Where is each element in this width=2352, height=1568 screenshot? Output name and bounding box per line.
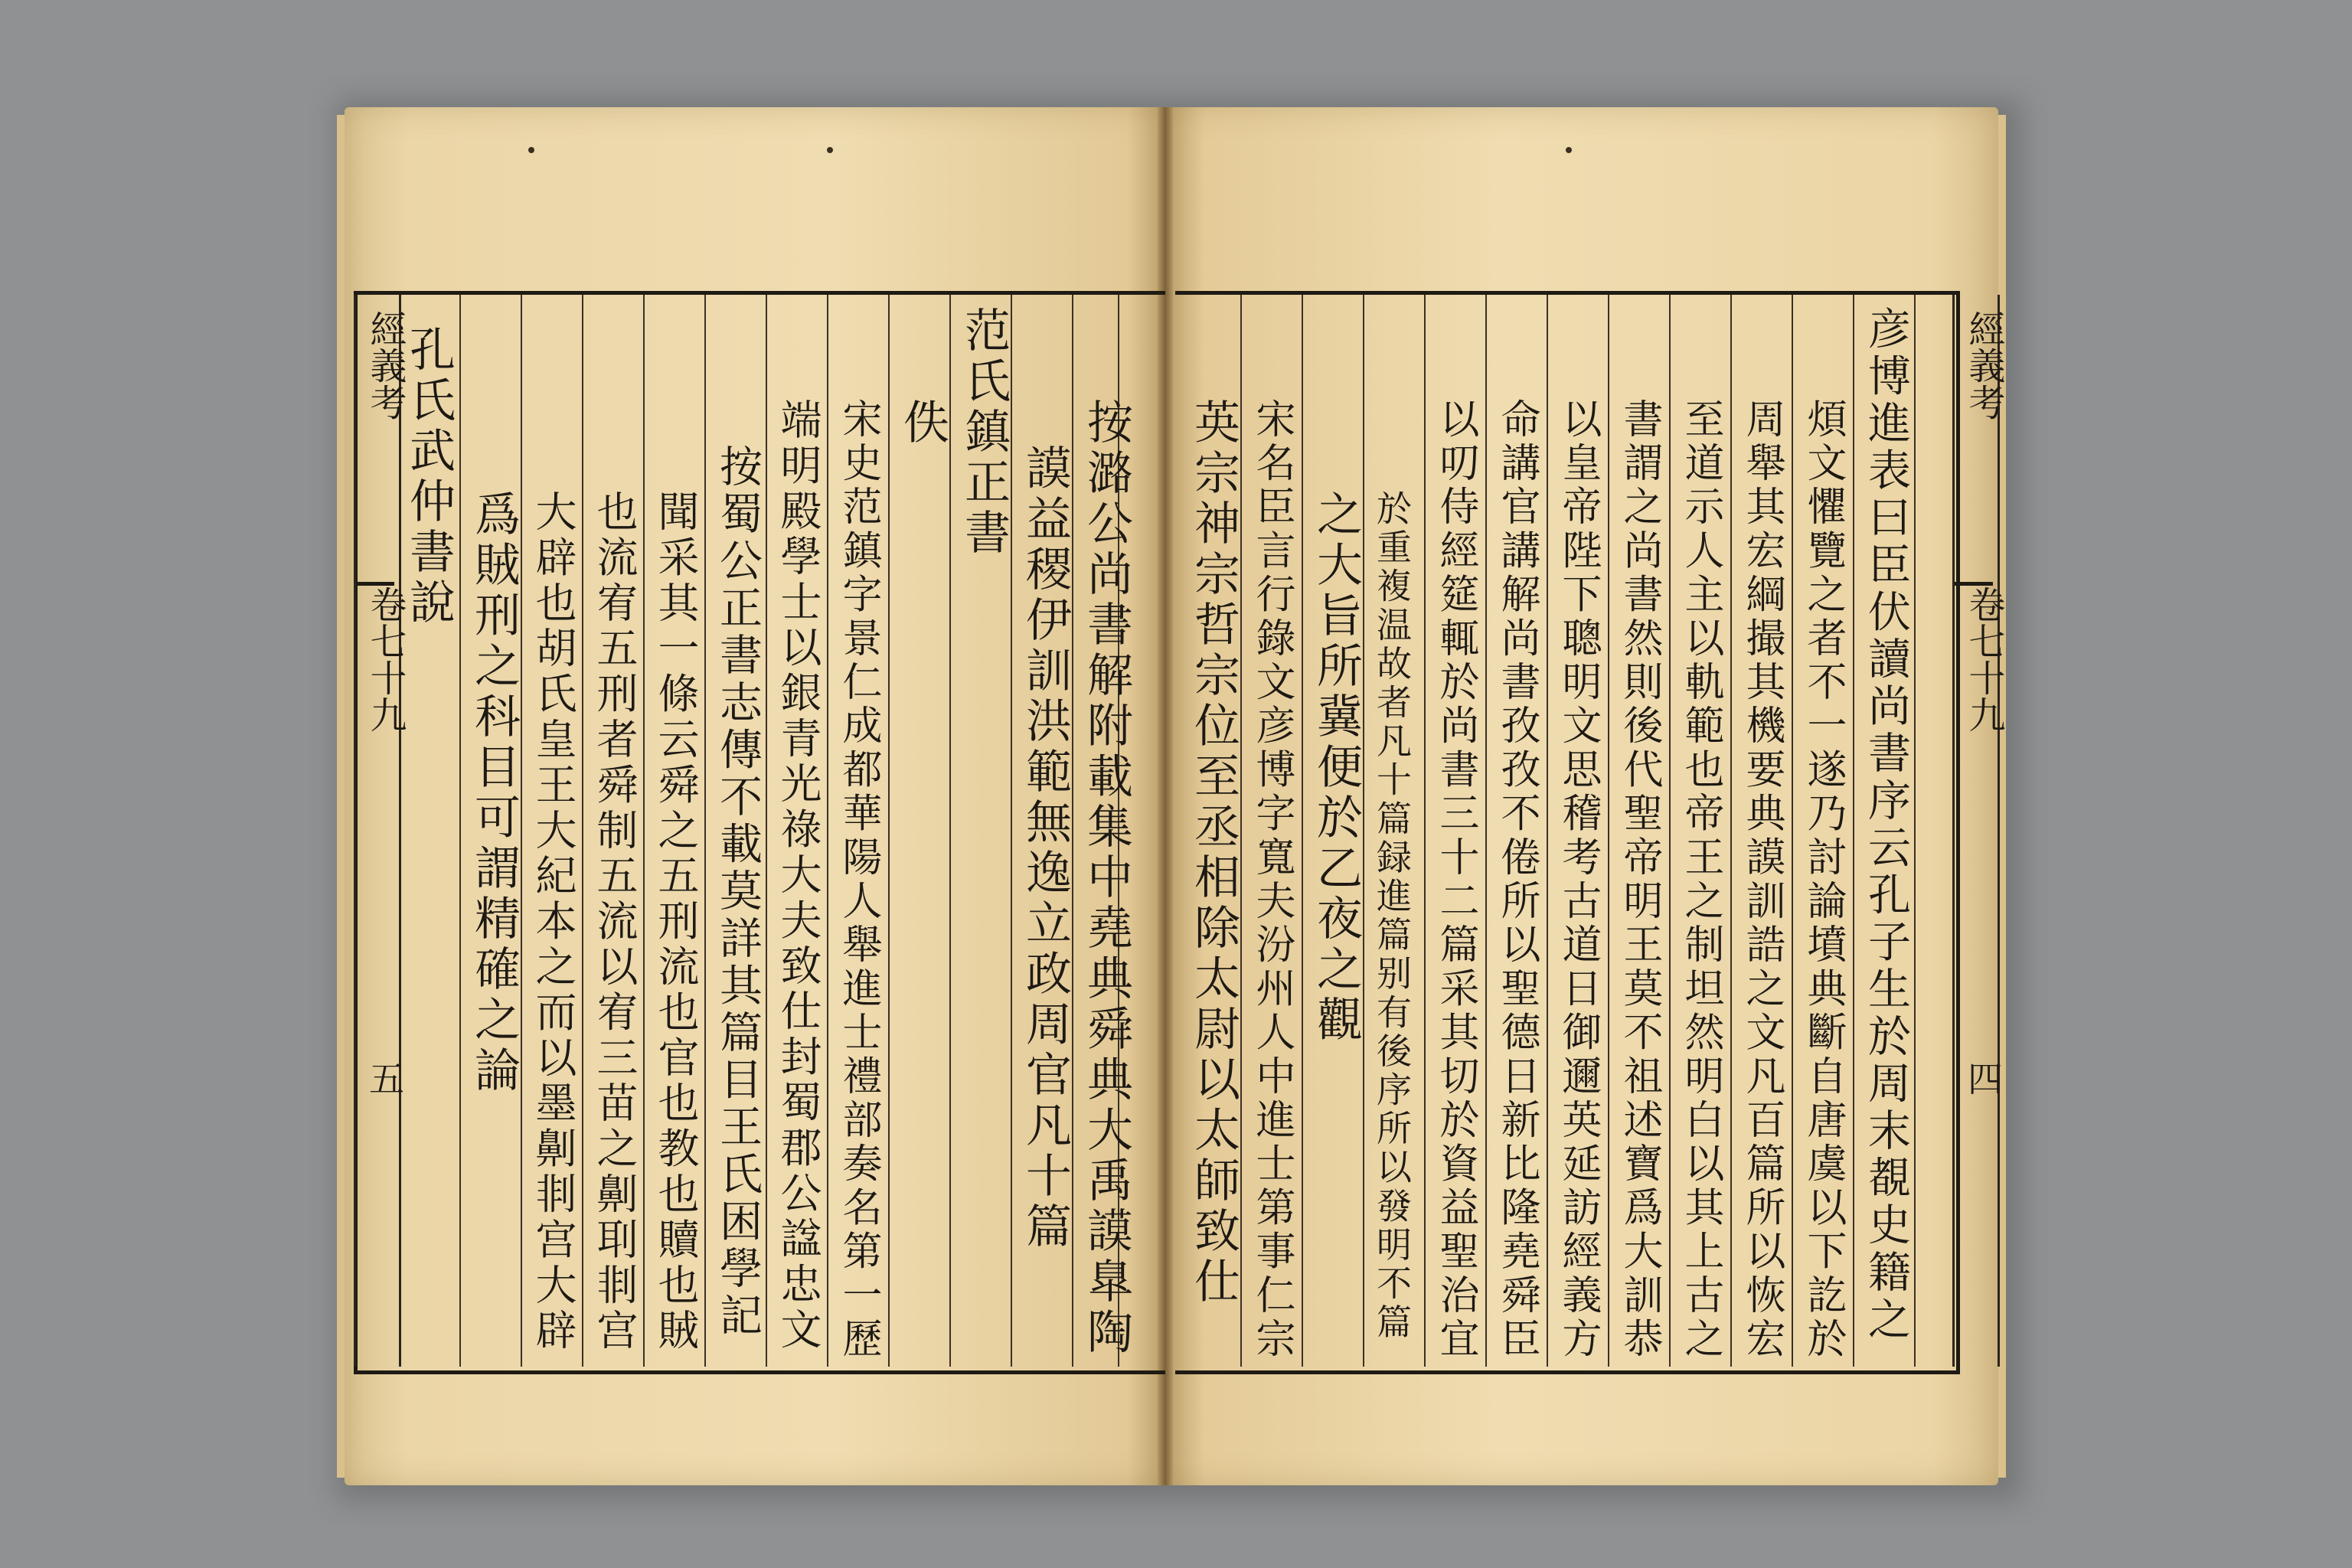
text-column: 佚 bbox=[896, 398, 949, 449]
text-column: 端明殿學士以銀青光祿大夫致仕封蜀郡公諡忠文 bbox=[774, 398, 822, 1354]
text-column: 英宗神宗哲宗位至丞相除太尉以太師致仕 bbox=[1187, 398, 1240, 1308]
banxin-juan: 卷七十九 bbox=[1962, 586, 2005, 733]
text-column: 大辟也胡氏皇王大紀本之而以墨劓剕宫大辟 bbox=[529, 490, 577, 1354]
banxin-juan: 卷七十九 bbox=[364, 586, 407, 733]
text-column: 於重複温故者凡十篇録進篇别有後序所以發明不篇 bbox=[1371, 490, 1413, 1343]
text-column: 以皇帝陛下聰明文思稽考古道日御邇英延訪經義方 bbox=[1555, 398, 1601, 1362]
text-column: 也流宥五刑者舜制五流以宥三苗之劓刵剕宫 bbox=[590, 490, 639, 1354]
text-column: 孔氏武仲書說 bbox=[402, 325, 456, 629]
text-column: 按蜀公正書志傳不載莫詳其篇目王氏困學記 bbox=[713, 444, 763, 1341]
text-column: 宋史范鎮字景仁成都華陽人舉進士禮部奏名第一歷 bbox=[835, 398, 881, 1362]
banxin-title: 經義考 bbox=[1962, 310, 2005, 420]
text-column: 按潞公尚書解附載集中堯典舜典大禹謨臯陶 bbox=[1080, 398, 1133, 1358]
banxin-title: 經義考 bbox=[364, 310, 407, 420]
banxin-page-number: 五 bbox=[364, 1060, 405, 1096]
text-column: 至道示人主以軌範也帝王之制坦然明白以其上古之 bbox=[1677, 398, 1723, 1362]
banxin-page-number: 四 bbox=[1962, 1060, 2004, 1096]
fish-tail-mark bbox=[1955, 582, 1993, 616]
text-column: 以叨侍經筵輒於尚書三十二篇采其切於資益聖治宜 bbox=[1432, 398, 1478, 1362]
text-column: 煩文懼覽之者不一遂乃討論墳典斷自唐虞以下訖於 bbox=[1800, 398, 1846, 1362]
text-column: 爲賊刑之科目可謂精確之論 bbox=[467, 490, 521, 1096]
text-column: 彦博進表曰臣伏讀尚書序云孔子生於周末覩史籍之 bbox=[1861, 306, 1911, 1344]
binding-dot bbox=[827, 147, 833, 153]
text-column: 命講官講解尚書孜孜不倦所以聖德日新比隆堯舜臣 bbox=[1494, 398, 1540, 1362]
binding-dot bbox=[528, 147, 534, 153]
text-column: 范氏鎮正書 bbox=[957, 306, 1011, 559]
right-banxin bbox=[1952, 295, 2005, 1367]
left-banxin bbox=[354, 295, 407, 1367]
text-column: 聞采其一條云舜之五刑流也官也教也贖也賊 bbox=[652, 490, 700, 1354]
text-column: 周舉其宏綱撮其機要典謨訓誥之文凡百篇所以恢宏 bbox=[1739, 398, 1785, 1362]
text-column: 謨益稷伊訓洪範無逸立政周官凡十篇 bbox=[1018, 444, 1072, 1253]
text-column: 宋名臣言行錄文彦博字寬夫汾州人中進士第事仁宗 bbox=[1249, 398, 1295, 1362]
fish-tail-mark bbox=[356, 582, 394, 616]
binding-dot bbox=[1566, 147, 1572, 153]
text-column: 書謂之尚書然則後代聖帝明王莫不祖述寶爲大訓恭 bbox=[1616, 398, 1662, 1362]
text-column: 之大旨所冀便於乙夜之觀 bbox=[1309, 490, 1363, 1046]
